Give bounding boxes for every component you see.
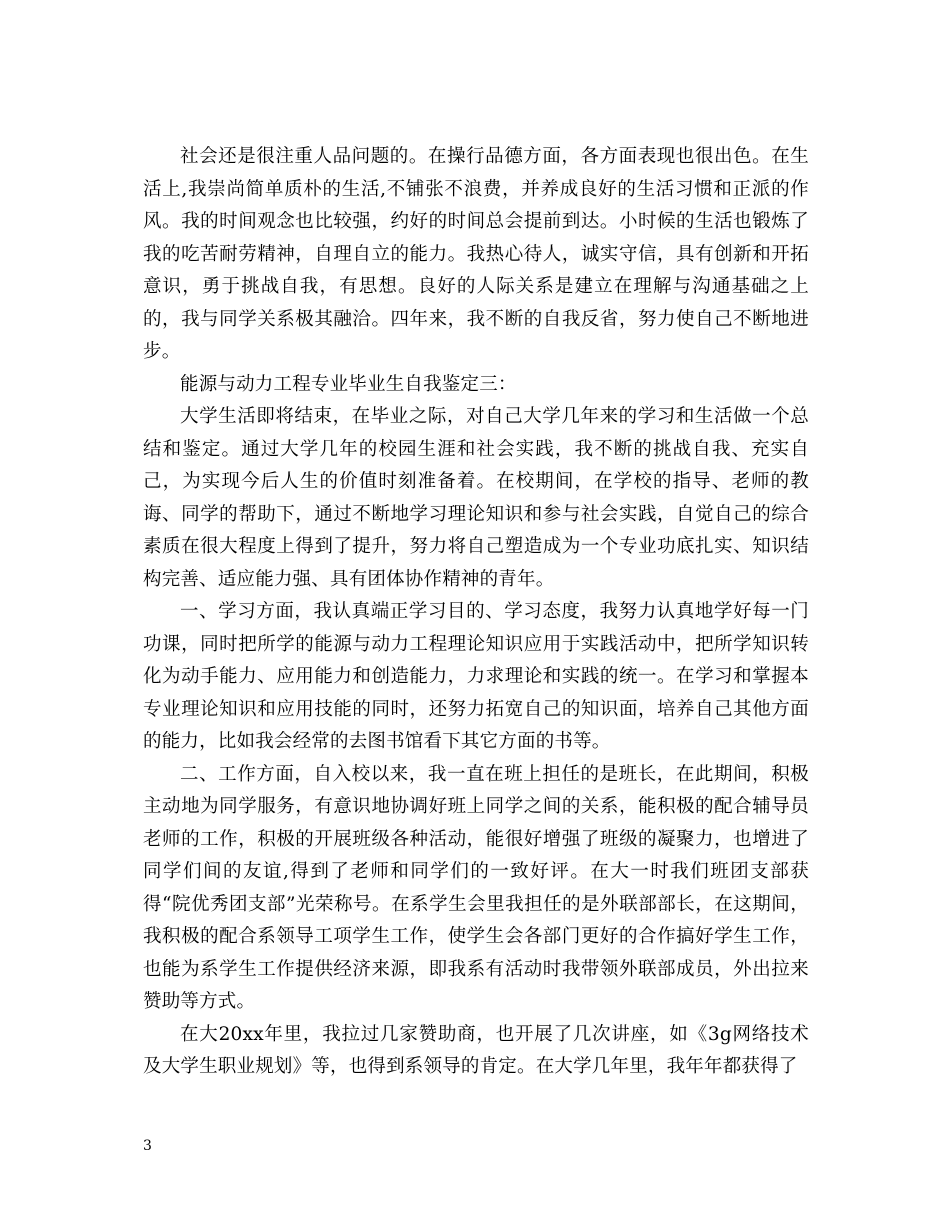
paragraph-introduction: 大学生活即将结束，在毕业之际，对自己大学几年来的学习和生活做一个总结和鉴定。通过大学几年的校园生涯和社会实践，我不断的挑战自我、充实自己，为实现今后人生的价值时刻准备着。在校期间，在学校的指导、老师的教诲、同学的帮助下，通过不断地学习理论知识和参与社会实践，自觉自己的综合素质在很大程度上得到了提升，努力将自己塑造成为一个专业功底扎实、知识结构完善、适应能力强、具有团体协作精神的青年。	[143, 406, 809, 590]
paragraph-sponsorship: 在大20xx年里，我拉过几家赞助商，也开展了几次讲座，如《3g网络技术及大学生职业规划》等，也得到系领导的肯定。在大学几年里，我年年都获得了	[143, 1023, 809, 1077]
page-number: 3	[143, 1138, 152, 1154]
section-heading-self-appraisal-3: 能源与动力工程专业毕业生自我鉴定三：	[180, 373, 517, 395]
paragraph-study: 一、学习方面，我认真端正学习目的、学习态度，我努力认真地学好每一门功课，同时把所学的能源与动力工程理论知识应用于实践活动中，把所学知识转化为动手能力、应用能力和创造能力，力求理论和实践的统一。在学习和掌握本专业理论知识和应用技能的同时，还努力拓宽自己的知识面，培养自己其他方面的能力，比如我会经常的去图书馆看下其它方面的书等。	[143, 601, 809, 752]
paragraph-character-conduct: 社会还是很注重人品问题的。在操行品德方面，各方面表现也很出色。在生活上,我崇尚简单质朴的生活,不铺张不浪费，并养成良好的生活习惯和正派的作风。我的时间观念也比较强，约好的时间总会提前到达。小时候的生活也锻炼了我的吃苦耐劳精神，自理自立的能力。我热心待人，诚实守信，具有创新和开拓意识，勇于挑战自我，有思想。良好的人际关系是建立在理解与沟通基础之上的，我与同学关系极其融洽。四年来，我不断的自我反省，努力使自己不断地进步。	[143, 146, 809, 362]
document-body	[143, 141, 809, 1084]
paragraph-work: 二、工作方面，自入校以来，我一直在班上担任的是班长，在此期间，积极主动地为同学服务，有意识地协调好班上同学之间的关系，能积极的配合辅导员老师的工作，积极的开展班级各种活动，能很好增强了班级的凝聚力，也增进了同学们间的友谊,得到了老师和同学们的一致好评。在大一时我们班团支部获得“院优秀团支部”光荣称号。在系学生会里我担任的是外联部部长，在这期间，我积极的配合系领导工项学生工作，使学生会各部门更好的合作搞好学生工作，也能为系学生工作提供经济来源，即我系有活动时我带领外联部成员，外出拉来赞助等方式。	[143, 763, 809, 1012]
